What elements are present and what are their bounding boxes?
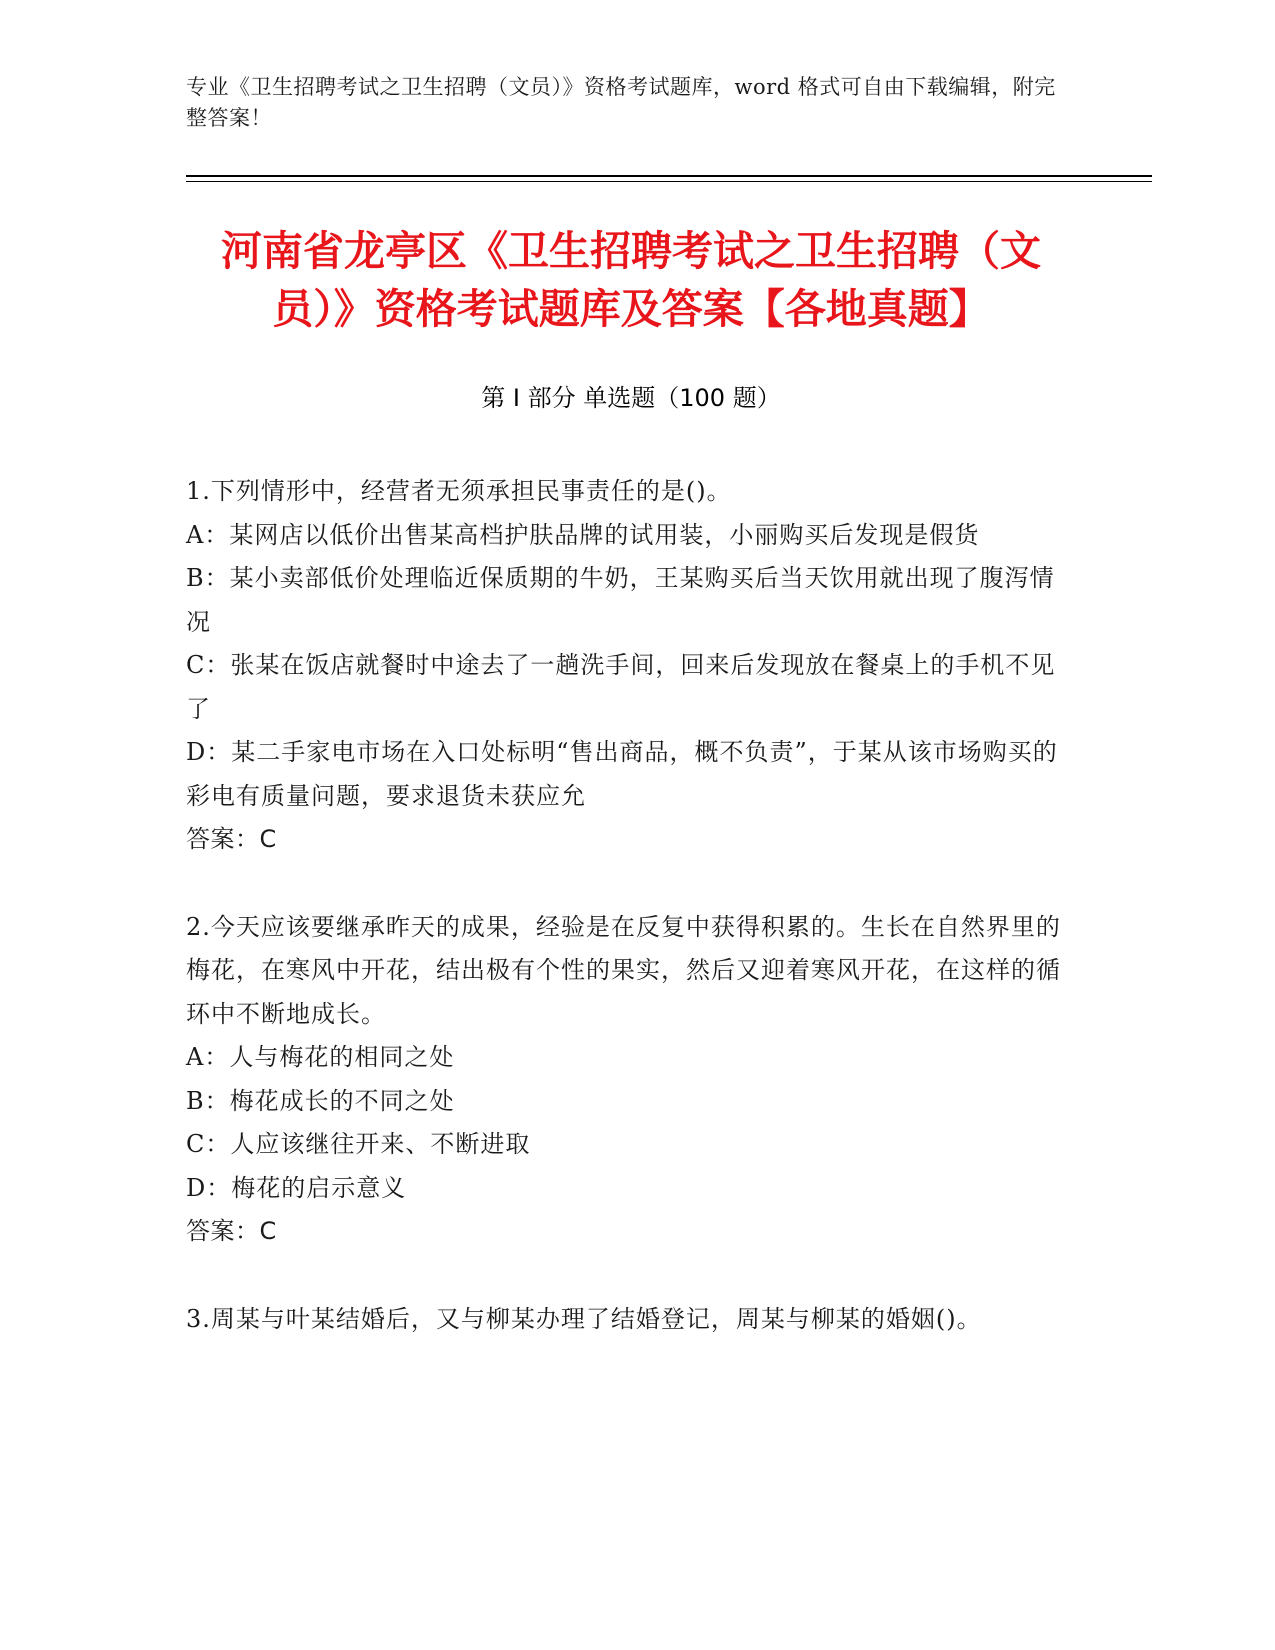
option-a: A：人与梅花的相同之处 [186,1043,455,1071]
option-d: D：某二手家电市场在入口处标明“售出商品，概不负责”，于某从该市场购买的彩电有质量问题，要求退货未获应允 [186,738,1058,810]
answer-text: 答案：C [186,825,277,853]
option-a: A：某网店以低价出售某高档护肤品牌的试用装，小丽购买后发现是假货 [186,520,980,549]
question-stem: 3.周某与叶某结婚后，又与柳某办理了结婚登记，周某与柳某的婚姻()。 [186,1304,982,1333]
question-2 [186,906,1066,1254]
question-list [186,470,1066,1385]
document-title: 河南省龙亭区《卫生招聘考试之卫生招聘（文员）》资格考试题库及答案【各地真题】 [221,227,1041,333]
header-divider-thin [186,181,1152,182]
question-stem: 2.今天应该要继承昨天的成果，经验是在反复中获得积累的。生长在自然界里的梅花，在寒风中开花，结出极有个性的果实，然后又迎着寒风开花，在这样的循环中不断地成长。 [186,912,1061,1028]
option-d: D：梅花的启示意义 [186,1173,407,1202]
section-heading: 第 I 部分 单选题（100 题） [481,384,781,412]
option-b: B：某小卖部低价处理临近保质期的牛奶，王某购买后当天饮用就出现了腹泻情况 [186,564,1055,636]
header-note: 专业《卫生招聘考试之卫生招聘（文员）》资格考试题库，word 格式可自由下载编辑，附完整答案！ [186,75,1056,130]
answer-text: 答案：C [186,1217,277,1245]
question-stem: 1.下列情形中，经营者无须承担民事责任的是()。 [186,477,732,505]
question-1 [186,470,1066,862]
option-c: C：张某在饭店就餐时中途去了一趟洗手间，回来后发现放在餐桌上的手机不见了 [186,651,1056,723]
option-c: C：人应该继往开来、不断进取 [186,1130,531,1158]
question-3 [186,1298,1066,1342]
header-divider-thick [186,175,1152,177]
option-b: B：梅花成长的不同之处 [186,1086,455,1115]
